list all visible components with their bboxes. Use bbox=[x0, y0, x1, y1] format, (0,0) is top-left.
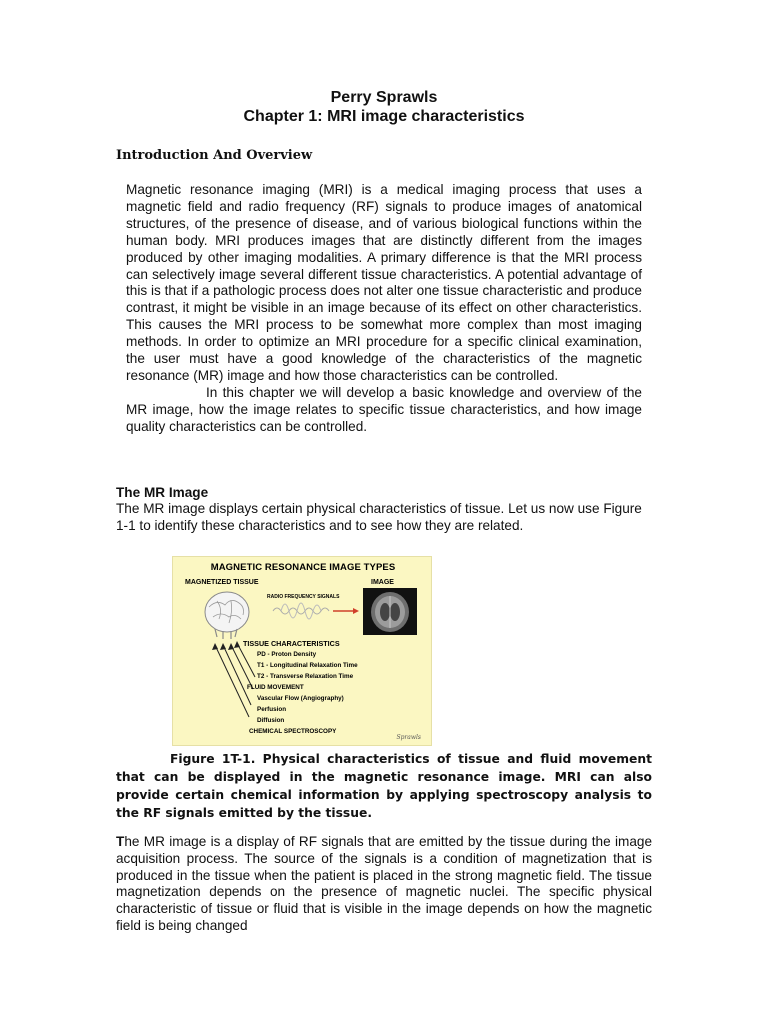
mr-image-body-paragraph bbox=[116, 834, 652, 935]
figure-chemical-spectroscopy: CHEMICAL SPECTROSCOPY bbox=[249, 728, 337, 735]
figure-item-diffusion: Diffusion bbox=[257, 717, 285, 724]
figure-item-t2: T2 - Transverse Relaxation Time bbox=[257, 673, 354, 680]
intro-heading: Introduction And Overview bbox=[116, 148, 313, 163]
brain-tissue-icon bbox=[205, 592, 249, 639]
figure-caption-text: Figure 1T-1. Physical characteristics of tissue and fluid movement that can be displayed in the magnetic resonance image. MRI can also provide certain chemical information by applying spectroscopy analysis to the RF signals emitted by the tissue. bbox=[116, 752, 652, 820]
figure-fluid-movement: FLUID MOVEMENT bbox=[247, 684, 304, 691]
figure-item-t1: T1 - Longitudinal Relaxation Time bbox=[257, 662, 358, 669]
intro-paragraph-1: Magnetic resonance imaging (MRI) is a medical imaging process that uses a magnetic field and radio frequency (RF) signals to produce images of anatomical structures, of the presence of disease, and of various biological functions within the human body. MRI produces images that are distinctly different from the images produced by other imaging modalities. A primary difference is that the MRI process can selectively image several different tissue characteristics. A potential advantage of this is that if a pathologic process does not alter one tissue characteristic and produce contrast, it might be visible in an image because of its effect on other characteristics. This causes the MRI process to be somewhat more complex than most imaging methods. In order to optimize an MRI procedure for a specific clinical examination, the user must have a good knowledge of the characteristics of the magnetic resonance (MR) image and how those characteristics can be controlled. bbox=[126, 182, 642, 383]
intro-section bbox=[126, 182, 642, 436]
dropcap-letter: T bbox=[116, 834, 125, 849]
figure-signature: Sprawls bbox=[396, 734, 421, 741]
mri-scan-image bbox=[363, 588, 417, 635]
figure-item-vascular: Vascular Flow (Angiography) bbox=[257, 695, 344, 702]
figure-item-pd: PD - Proton Density bbox=[257, 651, 317, 658]
intro-paragraph-2: In this chapter we will develop a basic knowledge and overview of the MR image, how the image relates to specific tissue characteristics, and how image quality characteristics can be controlled. bbox=[126, 384, 642, 434]
figure-arrows bbox=[215, 643, 255, 717]
figure-item-perfusion: Perfusion bbox=[257, 706, 287, 713]
figure-title: MAGNETIC RESONANCE IMAGE TYPES bbox=[210, 562, 396, 573]
figure-label-image: IMAGE bbox=[371, 579, 394, 586]
author-name: Perry Sprawls bbox=[330, 89, 438, 106]
figure-tissue-characteristics: TISSUE CHARACTERISTICS bbox=[243, 639, 340, 648]
mr-image-heading: The MR Image bbox=[116, 485, 209, 500]
chapter-title: Chapter 1: MRI image characteristics bbox=[243, 108, 525, 125]
figure-caption bbox=[116, 750, 652, 822]
figure-label-rf-signals: RADIO FREQUENCY SIGNALS bbox=[267, 594, 340, 600]
mr-image-paragraph: The MR image displays certain physical characteristics of tissue. Let us now use Figure 1-1 to identify these characteristics and to see how they are related. bbox=[116, 501, 642, 533]
figure-mri-image-types bbox=[172, 556, 432, 746]
figure-label-magnetized-tissue: MAGNETIZED TISSUE bbox=[185, 579, 259, 586]
mr-image-body-text: he MR image is a display of RF signals that are emitted by the tissue during the image acquisition process. The source of the signals is a condition of magnetization that is produced in the tissue when the patient is placed in the strong magnetic field. The tissue magnetization depends on the presence of magnetic nuclei. The specific physical characteristic of tissue or fluid that is visible in the image depends on how the magnetic field is being changed bbox=[116, 834, 652, 933]
